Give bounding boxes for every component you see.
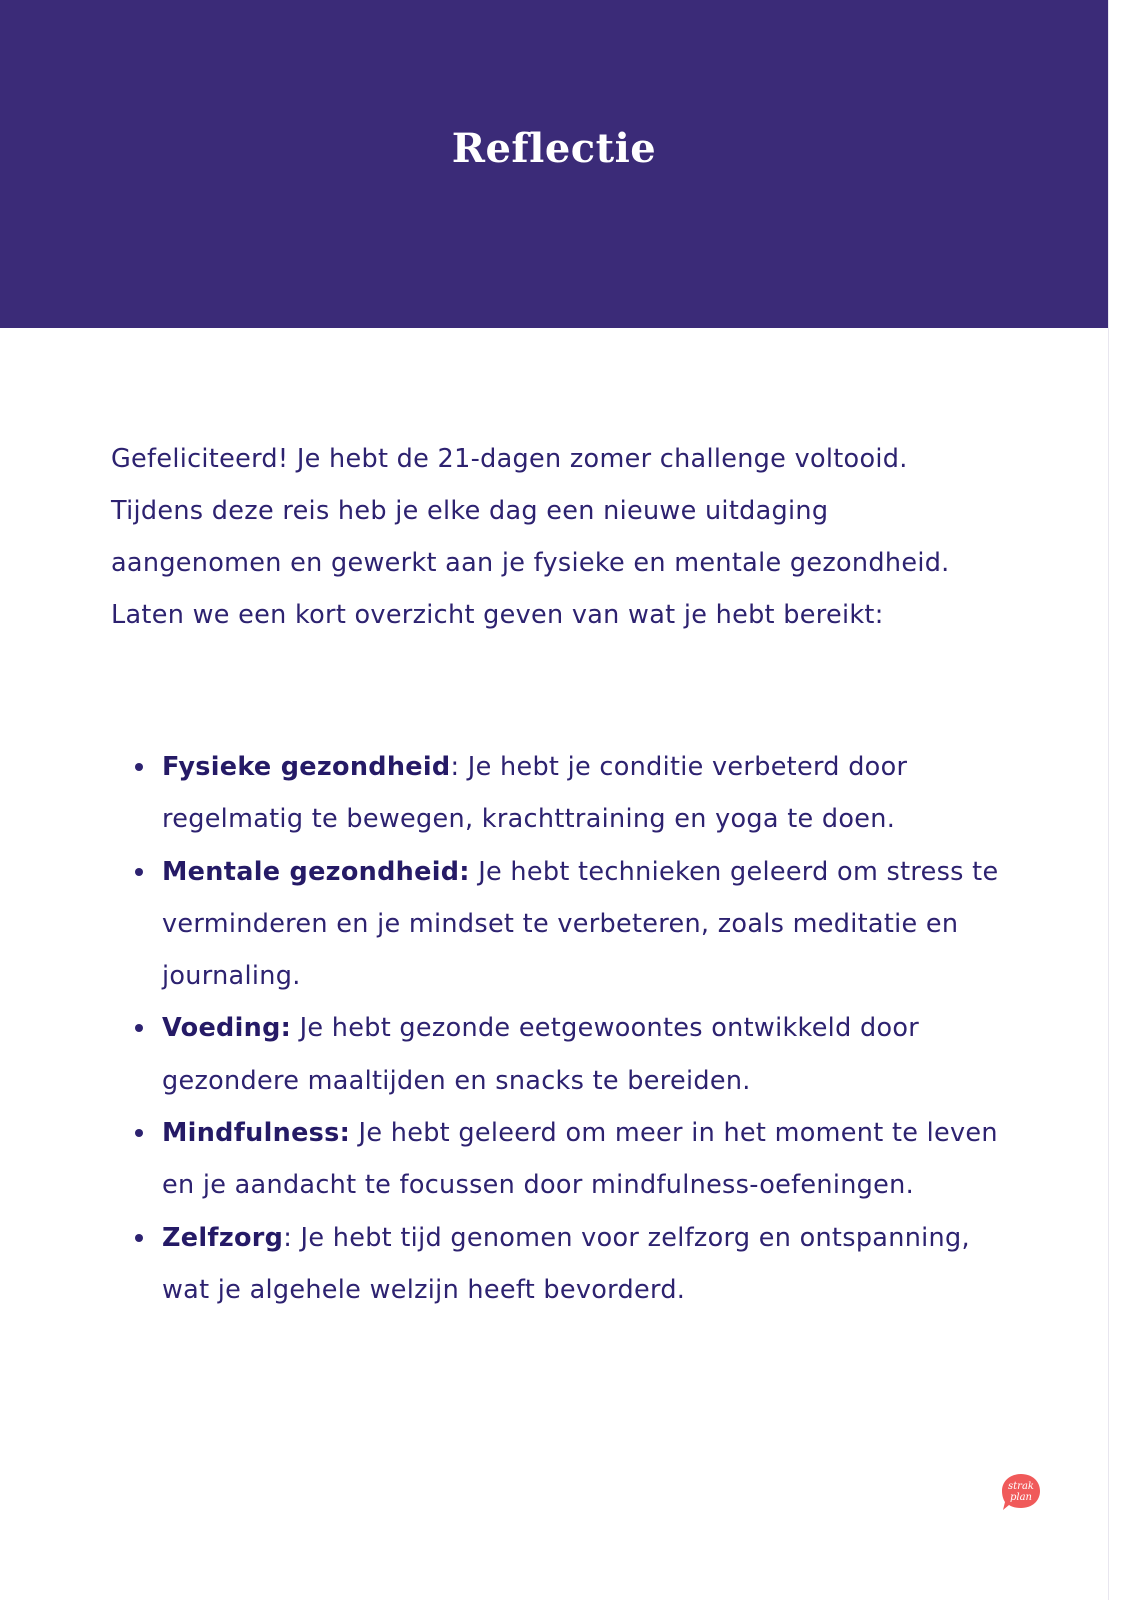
intro-paragraph: Gefeliciteerd! Je hebt de 21-dagen zomer challenge voltooid. Tijdens deze reis heb je elke dag een nieuwe uitdaging aangenomen en gewerkt aan je fysieke en mentale gezondheid. Laten we een kort overzicht geven van wat je hebt bereikt: [111, 444, 950, 630]
item-label: Mentale gezondheid: [162, 856, 470, 887]
bullet-icon [135, 1024, 143, 1032]
bullet-icon [135, 1234, 143, 1242]
header-banner [0, 0, 1108, 328]
list-item [162, 1107, 1022, 1212]
item-text: Je hebt technieken geleerd om stress te verminderen en je mindset te verbeteren, zoals meditatie en journaling. [162, 856, 999, 992]
bullet-icon [135, 1129, 143, 1137]
list-item [162, 1002, 1022, 1107]
achievements-list [162, 741, 1022, 1316]
svg-text:strak: strak [1008, 1481, 1034, 1492]
item-label: Zelfzorg [162, 1222, 284, 1253]
bullet-icon [135, 763, 143, 771]
page-title: Reflectie [451, 125, 657, 172]
svg-text:plan: plan [1009, 1492, 1033, 1503]
item-separator [350, 1118, 358, 1148]
item-label: Fysieke gezondheid [162, 752, 451, 782]
page-edge [1108, 0, 1131, 1600]
bullet-icon [135, 868, 143, 876]
item-separator: : [283, 1222, 301, 1253]
strak-plan-logo-icon [1000, 1472, 1042, 1512]
list-item [162, 846, 1022, 1003]
item-text: Je hebt geleerd om meer in het moment te leven en je aandacht te focussen door mindfulness-oefeningen. [162, 1118, 998, 1201]
item-text: Je hebt tijd genomen voor zelfzorg en ontspanning, wat je algehele welzijn heeft bevorderd. [162, 1222, 970, 1305]
item-text: Je hebt je conditie verbeterd door regelmatig te bewegen, krachttraining en yoga te doen. [162, 752, 908, 835]
list-item [162, 741, 1022, 846]
item-separator: : [450, 752, 468, 782]
item-separator [470, 857, 478, 887]
item-label: Mindfulness: [162, 1118, 351, 1149]
item-label: Voeding: [162, 1013, 292, 1044]
item-text: Je hebt gezonde eetgewoontes ontwikkeld door gezondere maaltijden en snacks te bereiden. [162, 1013, 920, 1096]
list-item [162, 1212, 1022, 1317]
item-separator [291, 1013, 299, 1043]
